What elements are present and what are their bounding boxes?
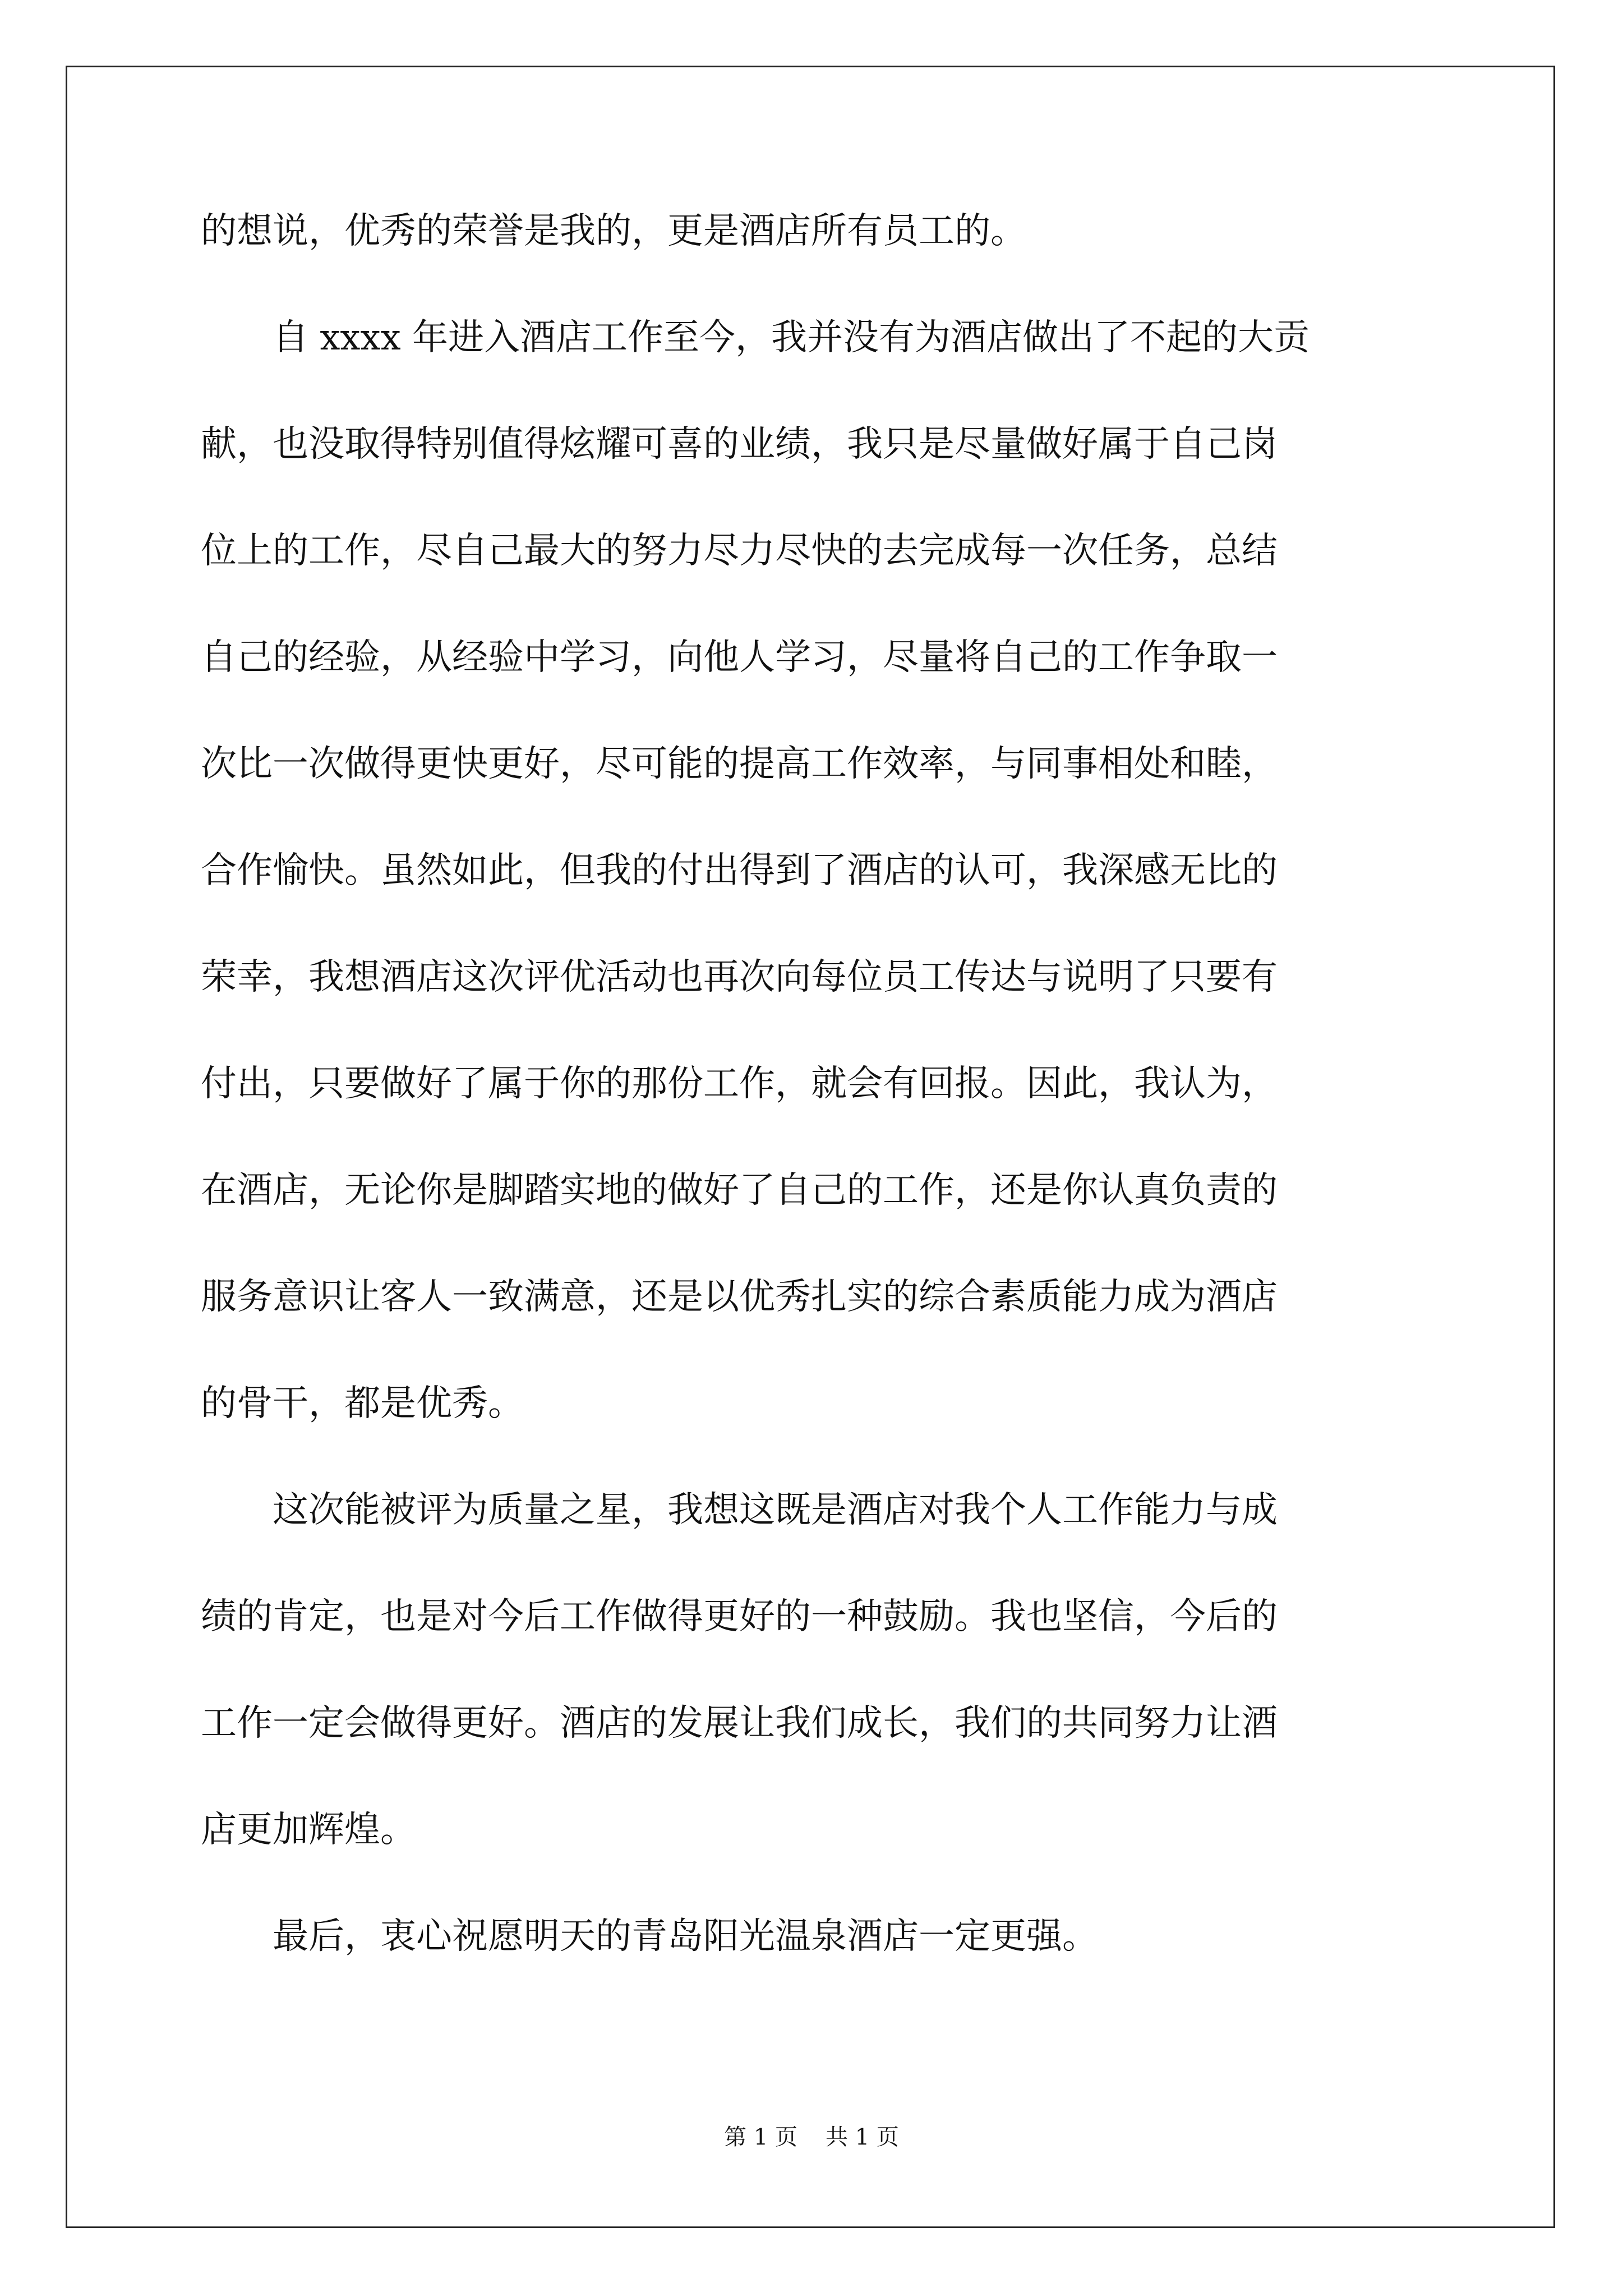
page-footer [0, 2120, 1623, 2154]
body-line: 的想说，优秀的荣誉是我的，更是酒店所有员工的。 [201, 210, 1026, 252]
body-line: 在酒店，无论你是脚踏实地的做好了自己的工作，还是你认真负责的 [201, 1170, 1278, 1211]
body-line: 自 xxxx 年进入酒店工作至今，我并没有为酒店做出了不起的大贡 [201, 317, 1310, 358]
body-line: 荣幸，我想酒店这次评优活动也再次向每位员工传达与说明了只要有 [201, 956, 1278, 998]
body-line: 这次能被评为质量之星，我想这既是酒店对我个人工作能力与成 [201, 1489, 1278, 1531]
body-line: 绩的肯定，也是对今后工作做得更好的一种鼓励。我也坚信，今后的 [201, 1596, 1278, 1637]
page-number: 第 1 页 [724, 2124, 797, 2150]
body-line: 最后，衷心祝愿明天的青岛阳光温泉酒店一定更强。 [201, 1916, 1098, 1957]
body-line: 位上的工作，尽自己最大的努力尽力尽快的去完成每一次任务，总结 [201, 530, 1278, 572]
body-line: 自己的经验，从经验中学习，向他人学习，尽量将自己的工作争取一 [201, 637, 1278, 678]
body-line: 合作愉快。虽然如此，但我的付出得到了酒店的认可，我深感无比的 [201, 850, 1278, 891]
body-line: 店更加辉煌。 [201, 1809, 416, 1851]
body-line: 工作一定会做得更好。酒店的发展让我们成长，我们的共同努力让酒 [201, 1703, 1278, 1744]
body-line: 次比一次做得更快更好，尽可能的提高工作效率，与同事相处和睦， [201, 743, 1278, 785]
body-line: 服务意识让客人一致满意，还是以优秀扎实的综合素质能力成为酒店 [201, 1276, 1278, 1318]
page-border [66, 66, 1555, 2228]
body-line: 付出，只要做好了属于你的那份工作，就会有回报。因此，我认为， [201, 1063, 1278, 1105]
body-line: 献，也没取得特别值得炫耀可喜的业绩，我只是尽量做好属于自己岗 [201, 424, 1278, 465]
page-total: 共 1 页 [826, 2124, 899, 2150]
body-line: 的骨干，都是优秀。 [201, 1383, 524, 1424]
